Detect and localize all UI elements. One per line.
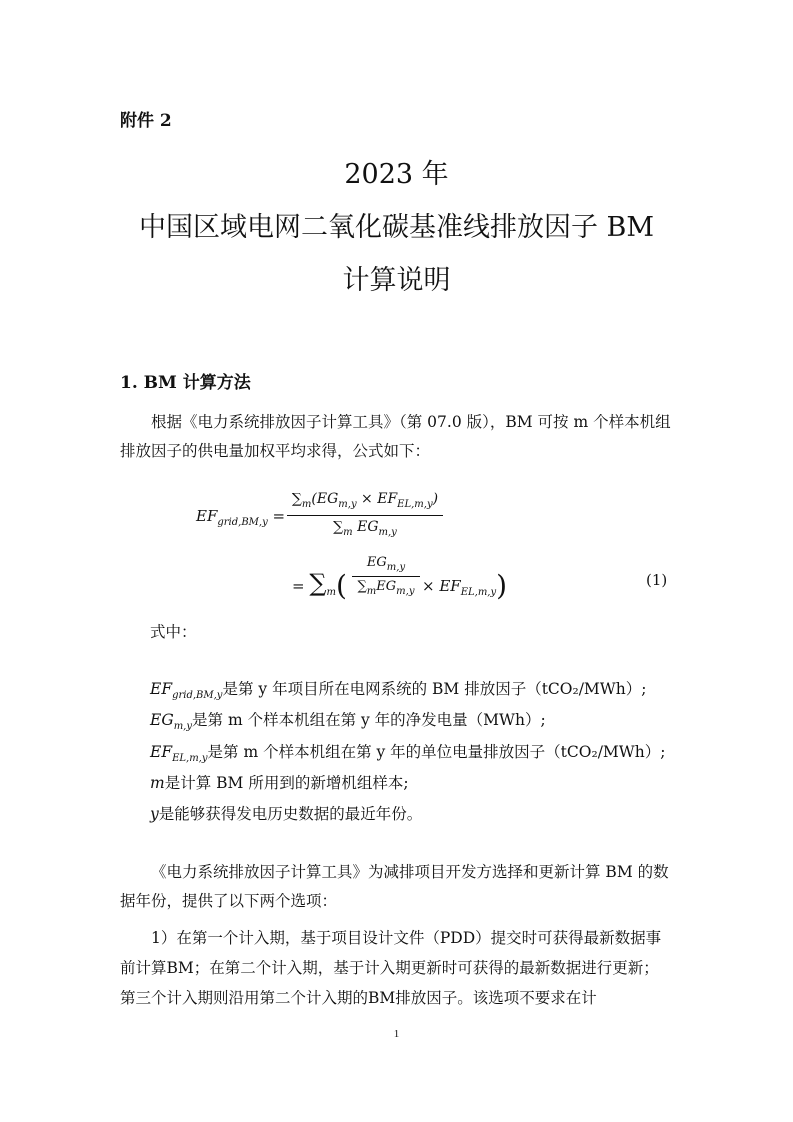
paragraph-option-1: 1）在第一个计入期，基于项目设计文件（PDD）提交时可获得最新数据事前计算BM；在第二个计入期，基于计入期更新时可获得的最新数据进行更新；第三个计入期则沿用第二个计入期的BM排放因子。该选项不要求在计 bbox=[120, 929, 662, 1007]
section-heading: 1. BM 计算方法 bbox=[120, 373, 251, 393]
where-label: 式中： bbox=[150, 623, 197, 641]
formula-block bbox=[0, 485, 793, 605]
intro-paragraph: 根据《电力系统排放因子计算工具》（第 07.0 版），BM 可按 m 个样本机组排放因子的供电量加权平均求得，公式如下： bbox=[120, 413, 671, 460]
inner-fraction-bar bbox=[352, 576, 420, 577]
title-line-3: 计算说明 bbox=[342, 265, 451, 296]
paragraph-options: 《电力系统排放因子计算工具》为减排项目开发方选择和更新计算 BM 的数据年份，提供了以下两个选项： bbox=[120, 863, 669, 910]
title-line-1: 2023 年 bbox=[344, 159, 449, 190]
definition-eg: $EG_{m,y}$是第 m 个样本机组在第 y 年的净发电量（MWh）; bbox=[150, 711, 546, 732]
definition-ef-el: $EF_{EL,m,y}$是第 m 个样本机组在第 y 年的单位电量排放因子（tCO₂/MWh）; bbox=[150, 743, 666, 764]
formula-denominator: $\sum_m$ $EG_{m,y}$ bbox=[333, 519, 397, 538]
definition-m: m是计算 BM 所用到的新增机组样本; bbox=[150, 774, 409, 792]
formula-inner-denominator: $\sum_mEG_{m,y}$ bbox=[357, 579, 415, 597]
formula-second-line: = $\sum_m$( bbox=[292, 569, 347, 602]
title-line-2: 中国区域电网二氧化碳基准线排放因子 BM bbox=[138, 212, 655, 243]
formula-numerator: $\sum_m(EG_{m,y} \times EF_{EL,m,y})$ bbox=[291, 491, 439, 510]
fraction-bar bbox=[287, 515, 443, 516]
attachment-label: 附件 2 bbox=[120, 111, 172, 131]
formula-tail: × $EF_{EL,m,y}$) bbox=[422, 569, 508, 602]
equation-number: (1) bbox=[646, 571, 668, 589]
definition-y: y是能够获得发电历史数据的最近年份。 bbox=[150, 805, 423, 823]
page-number: 1 bbox=[393, 1028, 400, 1040]
formula-inner-fraction: $EG_{m,y}$ bbox=[366, 555, 406, 573]
definition-ef-grid: $EF_{grid,BM,y}$是第 y 年项目所在电网系统的 BM 排放因子（tCO₂/MWh）; bbox=[150, 680, 647, 701]
formula-lhs: $EF_{grid,BM,y}$ = bbox=[196, 507, 286, 528]
